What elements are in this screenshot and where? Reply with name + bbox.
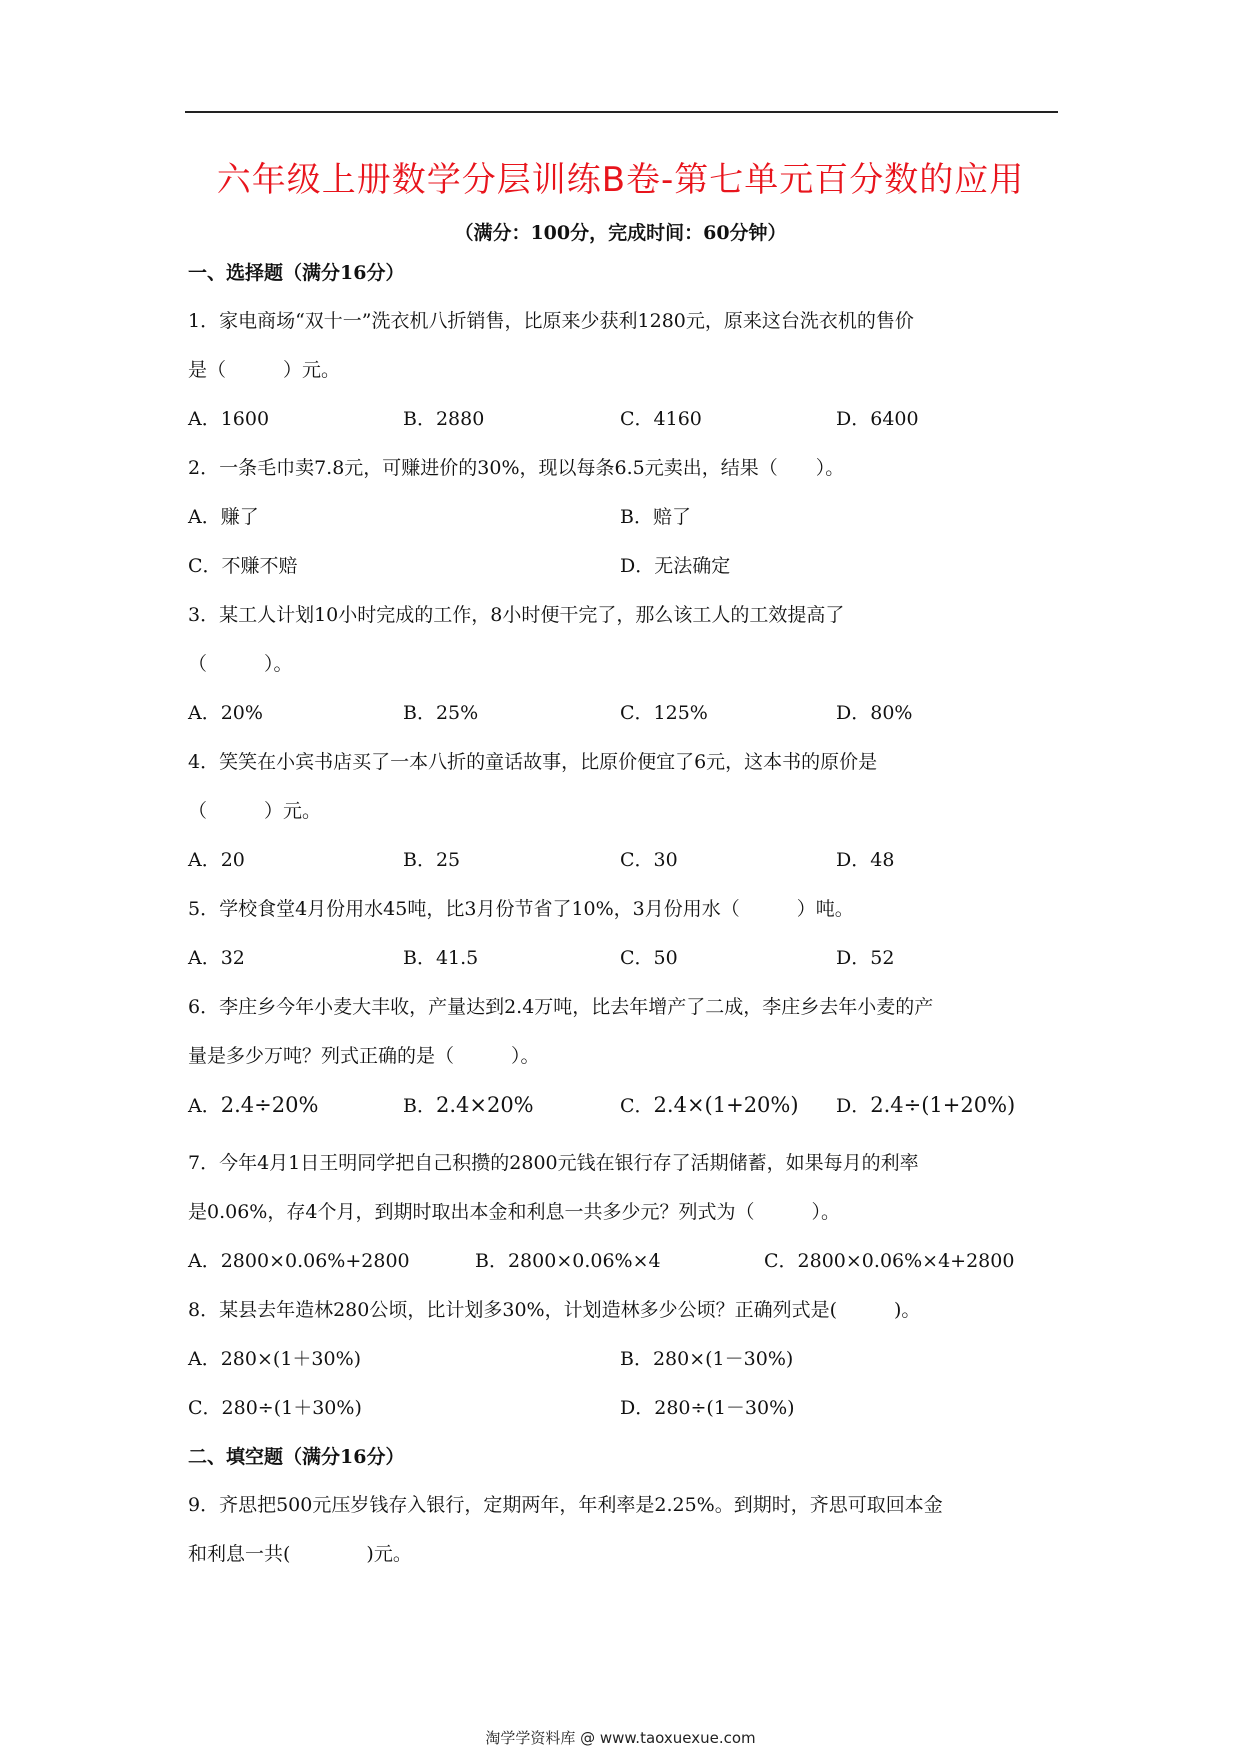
option-a: A．2800×0.06%+2800 <box>188 1250 410 1272</box>
question-9-text: 9．齐思把500元压岁钱存入银行，定期两年，年利率是2.25%。到期时，齐思可取回本金 <box>188 1494 943 1516</box>
question-6-text: 6．李庄乡今年小麦大丰收，产量达到2.4万吨，比去年增产了二成，李庄乡去年小麦的产 <box>188 996 934 1018</box>
option-c: C．30 <box>620 849 678 871</box>
question-8-options-row2 <box>188 1393 1058 1442</box>
question-5-options <box>188 943 1058 992</box>
option-d: D．80% <box>836 702 913 724</box>
option-c-formula: 2.4×(1+20%) <box>653 1093 799 1117</box>
option-d-formula: 2.4÷(1+20%) <box>870 1093 1016 1117</box>
question-1-options <box>188 404 1058 453</box>
question-2-options-row1 <box>188 502 1058 551</box>
option-b: B．280×(1－30%) <box>620 1348 794 1370</box>
option-d <box>836 1090 1015 1121</box>
section-heading-choice: 一、选择题（满分16分） <box>188 262 405 284</box>
question-5-text: 5．学校食堂4月份用水45吨，比3月份节省了10%，3月份用水（ ）吨。 <box>188 898 854 920</box>
option-c: C．2800×0.06%×4+2800 <box>764 1250 1015 1272</box>
option-b <box>403 1090 534 1121</box>
option-b: B．2880 <box>403 408 485 430</box>
option-b: B．41.5 <box>403 947 479 969</box>
question-9-text-cont: 和利息一共( )元。 <box>188 1543 412 1565</box>
option-c: C．50 <box>620 947 678 969</box>
option-a: A．1600 <box>188 408 270 430</box>
question-2-text: 2．一条毛巾卖7.8元，可赚进价的30%，现以每条6.5元卖出，结果（ ）。 <box>188 457 845 479</box>
option-a-formula: 2.4÷20% <box>220 1093 319 1117</box>
worksheet-body <box>188 258 1058 1588</box>
page-subtitle: （满分：100分，完成时间：60分钟） <box>454 222 787 244</box>
section-heading-fill: 二、填空题（满分16分） <box>188 1446 405 1468</box>
option-b-label: B． <box>403 1095 436 1117</box>
page-title: 六年级上册数学分层训练B卷-第七单元百分数的应用 <box>216 160 1025 200</box>
question-1-text: 1．家电商场“双十一”洗衣机八折销售，比原来少获利1280元，原来这台洗衣机的售价 <box>188 310 914 332</box>
question-6-text-cont: 量是多少万吨？列式正确的是（ ）。 <box>188 1045 540 1067</box>
question-8-text: 8．某县去年造林280公顷，比计划多30%，计划造林多少公顷？正确列式是( )。 <box>188 1299 921 1321</box>
option-b: B．25 <box>403 849 461 871</box>
question-3-text-cont: （ ）。 <box>188 653 293 675</box>
option-a <box>188 1090 318 1121</box>
option-c-label: C． <box>620 1095 654 1117</box>
option-a: A．20% <box>188 702 263 724</box>
question-8-options-row1 <box>188 1344 1058 1393</box>
option-a-label: A． <box>188 1095 221 1117</box>
question-7-text: 7．今年4月1日王明同学把自己积攒的2800元钱在银行存了活期储蓄，如果每月的利率 <box>188 1152 919 1174</box>
question-4-options <box>188 845 1058 894</box>
option-d: D．6400 <box>836 408 919 430</box>
option-c <box>620 1090 799 1121</box>
option-c: C．125% <box>620 702 708 724</box>
option-b: B．赔了 <box>620 506 691 528</box>
option-c: C．4160 <box>620 408 702 430</box>
option-c: C．不赚不赔 <box>188 555 298 577</box>
question-3-text: 3．某工人计划10小时完成的工作，8小时便干完了，那么该工人的工效提高了 <box>188 604 845 626</box>
question-4-text-cont: （ ）元。 <box>188 800 322 822</box>
option-a: A．赚了 <box>188 506 259 528</box>
option-b-formula: 2.4×20% <box>435 1093 534 1117</box>
option-d: D．无法确定 <box>620 555 731 577</box>
option-a: A．20 <box>188 849 245 871</box>
option-d: D．280÷(1－30%) <box>620 1397 795 1419</box>
question-7-options <box>188 1246 1058 1295</box>
question-2-options-row2 <box>188 551 1058 600</box>
option-a: A．280×(1＋30%) <box>188 1348 362 1370</box>
question-7-text-cont: 是0.06%，存4个月，到期时取出本金和利息一共多少元？列式为（ ）。 <box>188 1201 840 1223</box>
question-3-options <box>188 698 1058 747</box>
option-d: D．52 <box>836 947 895 969</box>
option-b: B．2800×0.06%×4 <box>475 1250 661 1272</box>
question-4-text: 4．笑笑在小宾书店买了一本八折的童话故事，比原价便宜了6元，这本书的原价是 <box>188 751 878 773</box>
option-a: A．32 <box>188 947 245 969</box>
top-rule <box>185 111 1058 113</box>
footer-watermark: 淘学学资料库 @ www.taoxuexue.com <box>485 1729 756 1747</box>
option-d: D．48 <box>836 849 895 871</box>
question-1-text-cont: 是（ ）元。 <box>188 359 341 381</box>
option-c: C．280÷(1＋30%) <box>188 1397 362 1419</box>
question-6-options <box>188 1090 1058 1148</box>
option-b: B．25% <box>403 702 479 724</box>
option-d-label: D． <box>836 1095 871 1117</box>
